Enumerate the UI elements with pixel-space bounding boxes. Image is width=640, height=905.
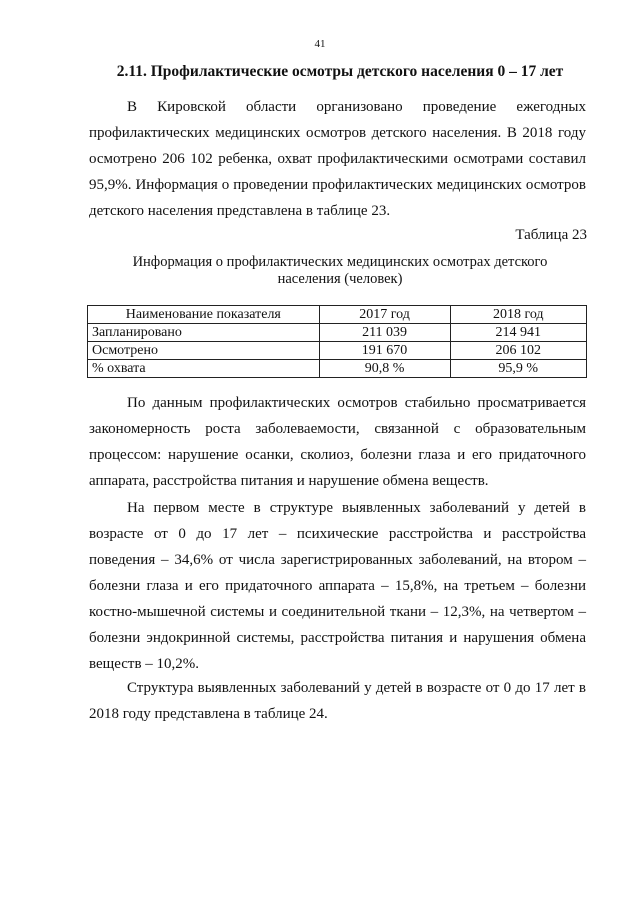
table-caption: Информация о профилактических медицинских осмотрах детского населения (человек) [132,254,548,287]
section-heading: 2.11. Профилактические осмотры детского населения 0 – 17 лет [116,63,564,80]
cell-2018: 95,9 % [450,360,586,378]
paragraph-table-ref: Структура выявленных заболеваний у детей в возрасте от 0 до 17 лет в 2018 году представлена в таблице 24. [89,680,586,722]
exam-table [87,305,587,378]
cell-2018: 214 941 [450,324,586,342]
header-indicator: Наименование показателя [88,306,320,324]
paragraph-trend: По данным профилактических осмотров стабильно просматривается закономерность роста заболеваемости, связанной с образовательным процессом: нарушение осанки, сколиоз, болезни глаза и его придаточного аппарата, расстройства питания и нарушение обмена веществ. [89,395,586,489]
table-row [88,342,587,360]
cell-2017: 191 670 [319,342,450,360]
header-2018: 2018 год [450,306,586,324]
row-label: % охвата [88,360,320,378]
row-label: Запланировано [88,324,320,342]
paragraph-structure: На первом месте в структуре выявленных заболеваний у детей в возрасте от 0 до 17 лет – психические расстройства и расстройства поведения – 34,6% от числа зарегистрированных заболеваний, на втором – болезни глаза и его придаточного аппарата – 15,8%, на третьем – болезни костно-мышечной системы и соединительной ткани – 12,3%, на четвертом – болезни эндокринной системы, расстройства питания и нарушения обмена веществ – 10,2%. [89,500,586,672]
table-header-row [88,306,587,324]
cell-2017: 211 039 [319,324,450,342]
row-label: Осмотрено [88,342,320,360]
cell-2018: 206 102 [450,342,586,360]
table-row [88,360,587,378]
header-2017: 2017 год [319,306,450,324]
paragraph-intro: В Кировской области организовано проведение ежегодных профилактических медицинских осмотров детского населения. В 2018 году осмотрено 206 102 ребенка, охват профилактическими осмотрами составил 95,9%. Информация о проведении профилактических медицинских осмотров детского населения представлена в таблице 23. [89,99,586,219]
page-number: 41 [314,38,326,50]
cell-2017: 90,8 % [319,360,450,378]
table-row [88,324,587,342]
table-label: Таблица 23 [515,227,587,243]
